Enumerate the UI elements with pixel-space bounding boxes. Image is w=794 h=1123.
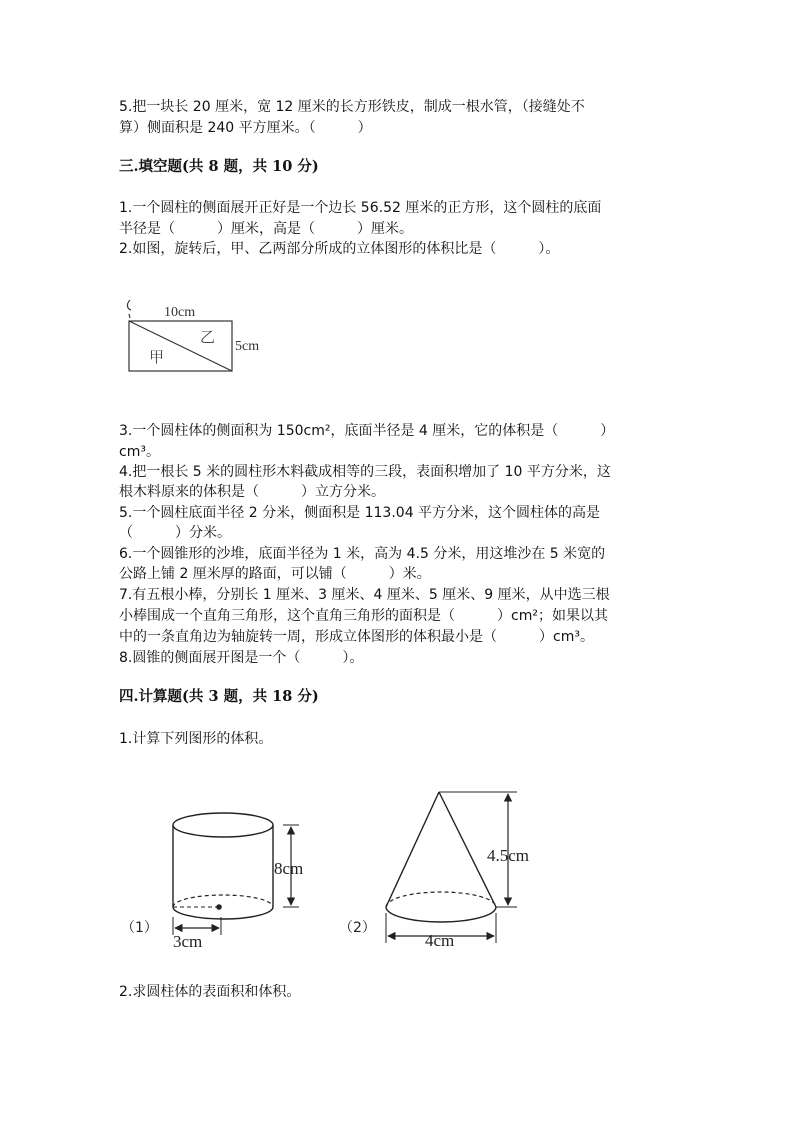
- cylinder-height-label: 8cm: [274, 859, 304, 878]
- cone-shape: [386, 792, 496, 922]
- fill-question-5-line2: （ ）分米。: [119, 525, 231, 541]
- rectangle-diagonal: [129, 321, 232, 371]
- cylinder-figure-label: （1）: [121, 920, 158, 936]
- cylinder-shape: [173, 813, 273, 919]
- cone-figure-label: （2）: [339, 920, 376, 936]
- section-3-heading: 三.填空题(共 8 题，共 10 分): [119, 158, 319, 175]
- fill-question-3-line2: cm³。: [119, 444, 160, 460]
- fill-question-4-line1: 4.把一根长 5 米的圆柱形木料截成相等的三段，表面积增加了 10 平方分米，这: [119, 464, 611, 480]
- cone-height-label: 4.5cm: [487, 846, 530, 865]
- cylinder-radius-label: 3cm: [173, 932, 203, 951]
- region-jia-label: 甲: [149, 348, 165, 366]
- fill-question-7-line2: 小棒围成一个直角三角形，这个直角三角形的面积是（ ）cm²；如果以其: [119, 608, 608, 624]
- cylinder-center-dot: [216, 904, 222, 910]
- section-4-heading: 四.计算题(共 3 题，共 18 分): [119, 688, 319, 705]
- fill-question-6-line2: 公路上铺 2 厘米厚的路面，可以铺（ ）米。: [119, 566, 431, 582]
- side-length-label: 5cm: [235, 339, 260, 354]
- fill-question-5-line1: 5.一个圆柱底面半径 2 分米，侧面积是 113.04 平方分米，这个圆柱体的高是: [119, 505, 601, 521]
- cone-diameter-label: 4cm: [425, 931, 455, 950]
- fill-question-7-line3: 中的一条直角边为轴旋转一周，形成立体图形的体积最小是（ ）cm³。: [119, 629, 594, 645]
- cylinder-top-ellipse: [173, 813, 273, 837]
- solids-figure: [115, 785, 555, 955]
- fill-question-7-line1: 7.有五根小棒，分别长 1 厘米、3 厘米、4 厘米、5 厘米、9 厘米，从中选三根: [119, 587, 610, 603]
- fill-question-4-line2: 根木料原来的体积是（ ）立方分米。: [119, 484, 385, 500]
- calc-question-1: 1.计算下列图形的体积。: [119, 731, 273, 747]
- fill-question-2: 2.如图，旋转后，甲、乙两部分所成的立体图形的体积比是（ ）。: [119, 241, 560, 257]
- rectangle-rotation-figure: [118, 292, 278, 376]
- tf-question-5-line2: 算）侧面积是 240 平方厘米。（ ）: [119, 120, 372, 136]
- calc-question-2: 2.求圆柱体的表面积和体积。: [119, 984, 301, 1000]
- rotation-axis-arrow-icon: [127, 300, 131, 318]
- top-length-label: 10cm: [164, 305, 196, 320]
- tf-question-5-line1: 5.把一块长 20 厘米，宽 12 厘米的长方形铁皮，制成一根水管，（接缝处不: [119, 99, 585, 115]
- fill-question-8: 8.圆锥的侧面展开图是一个（ ）。: [119, 650, 364, 666]
- fill-question-1-line2: 半径是（ ）厘米，高是（ ）厘米。: [119, 221, 413, 237]
- fill-question-1-line1: 1.一个圆柱的侧面展开正好是一个边长 56.52 厘米的正方形，这个圆柱的底面: [119, 200, 602, 216]
- fill-question-3-line1: 3.一个圆柱体的侧面积为 150cm²，底面半径是 4 厘米，它的体积是（ ）: [119, 423, 615, 439]
- region-yi-label: 乙: [200, 328, 216, 346]
- fill-question-6-line1: 6.一个圆锥形的沙堆，底面半径为 1 米，高为 4.5 分米，用这堆沙在 5 米宽的: [119, 546, 606, 562]
